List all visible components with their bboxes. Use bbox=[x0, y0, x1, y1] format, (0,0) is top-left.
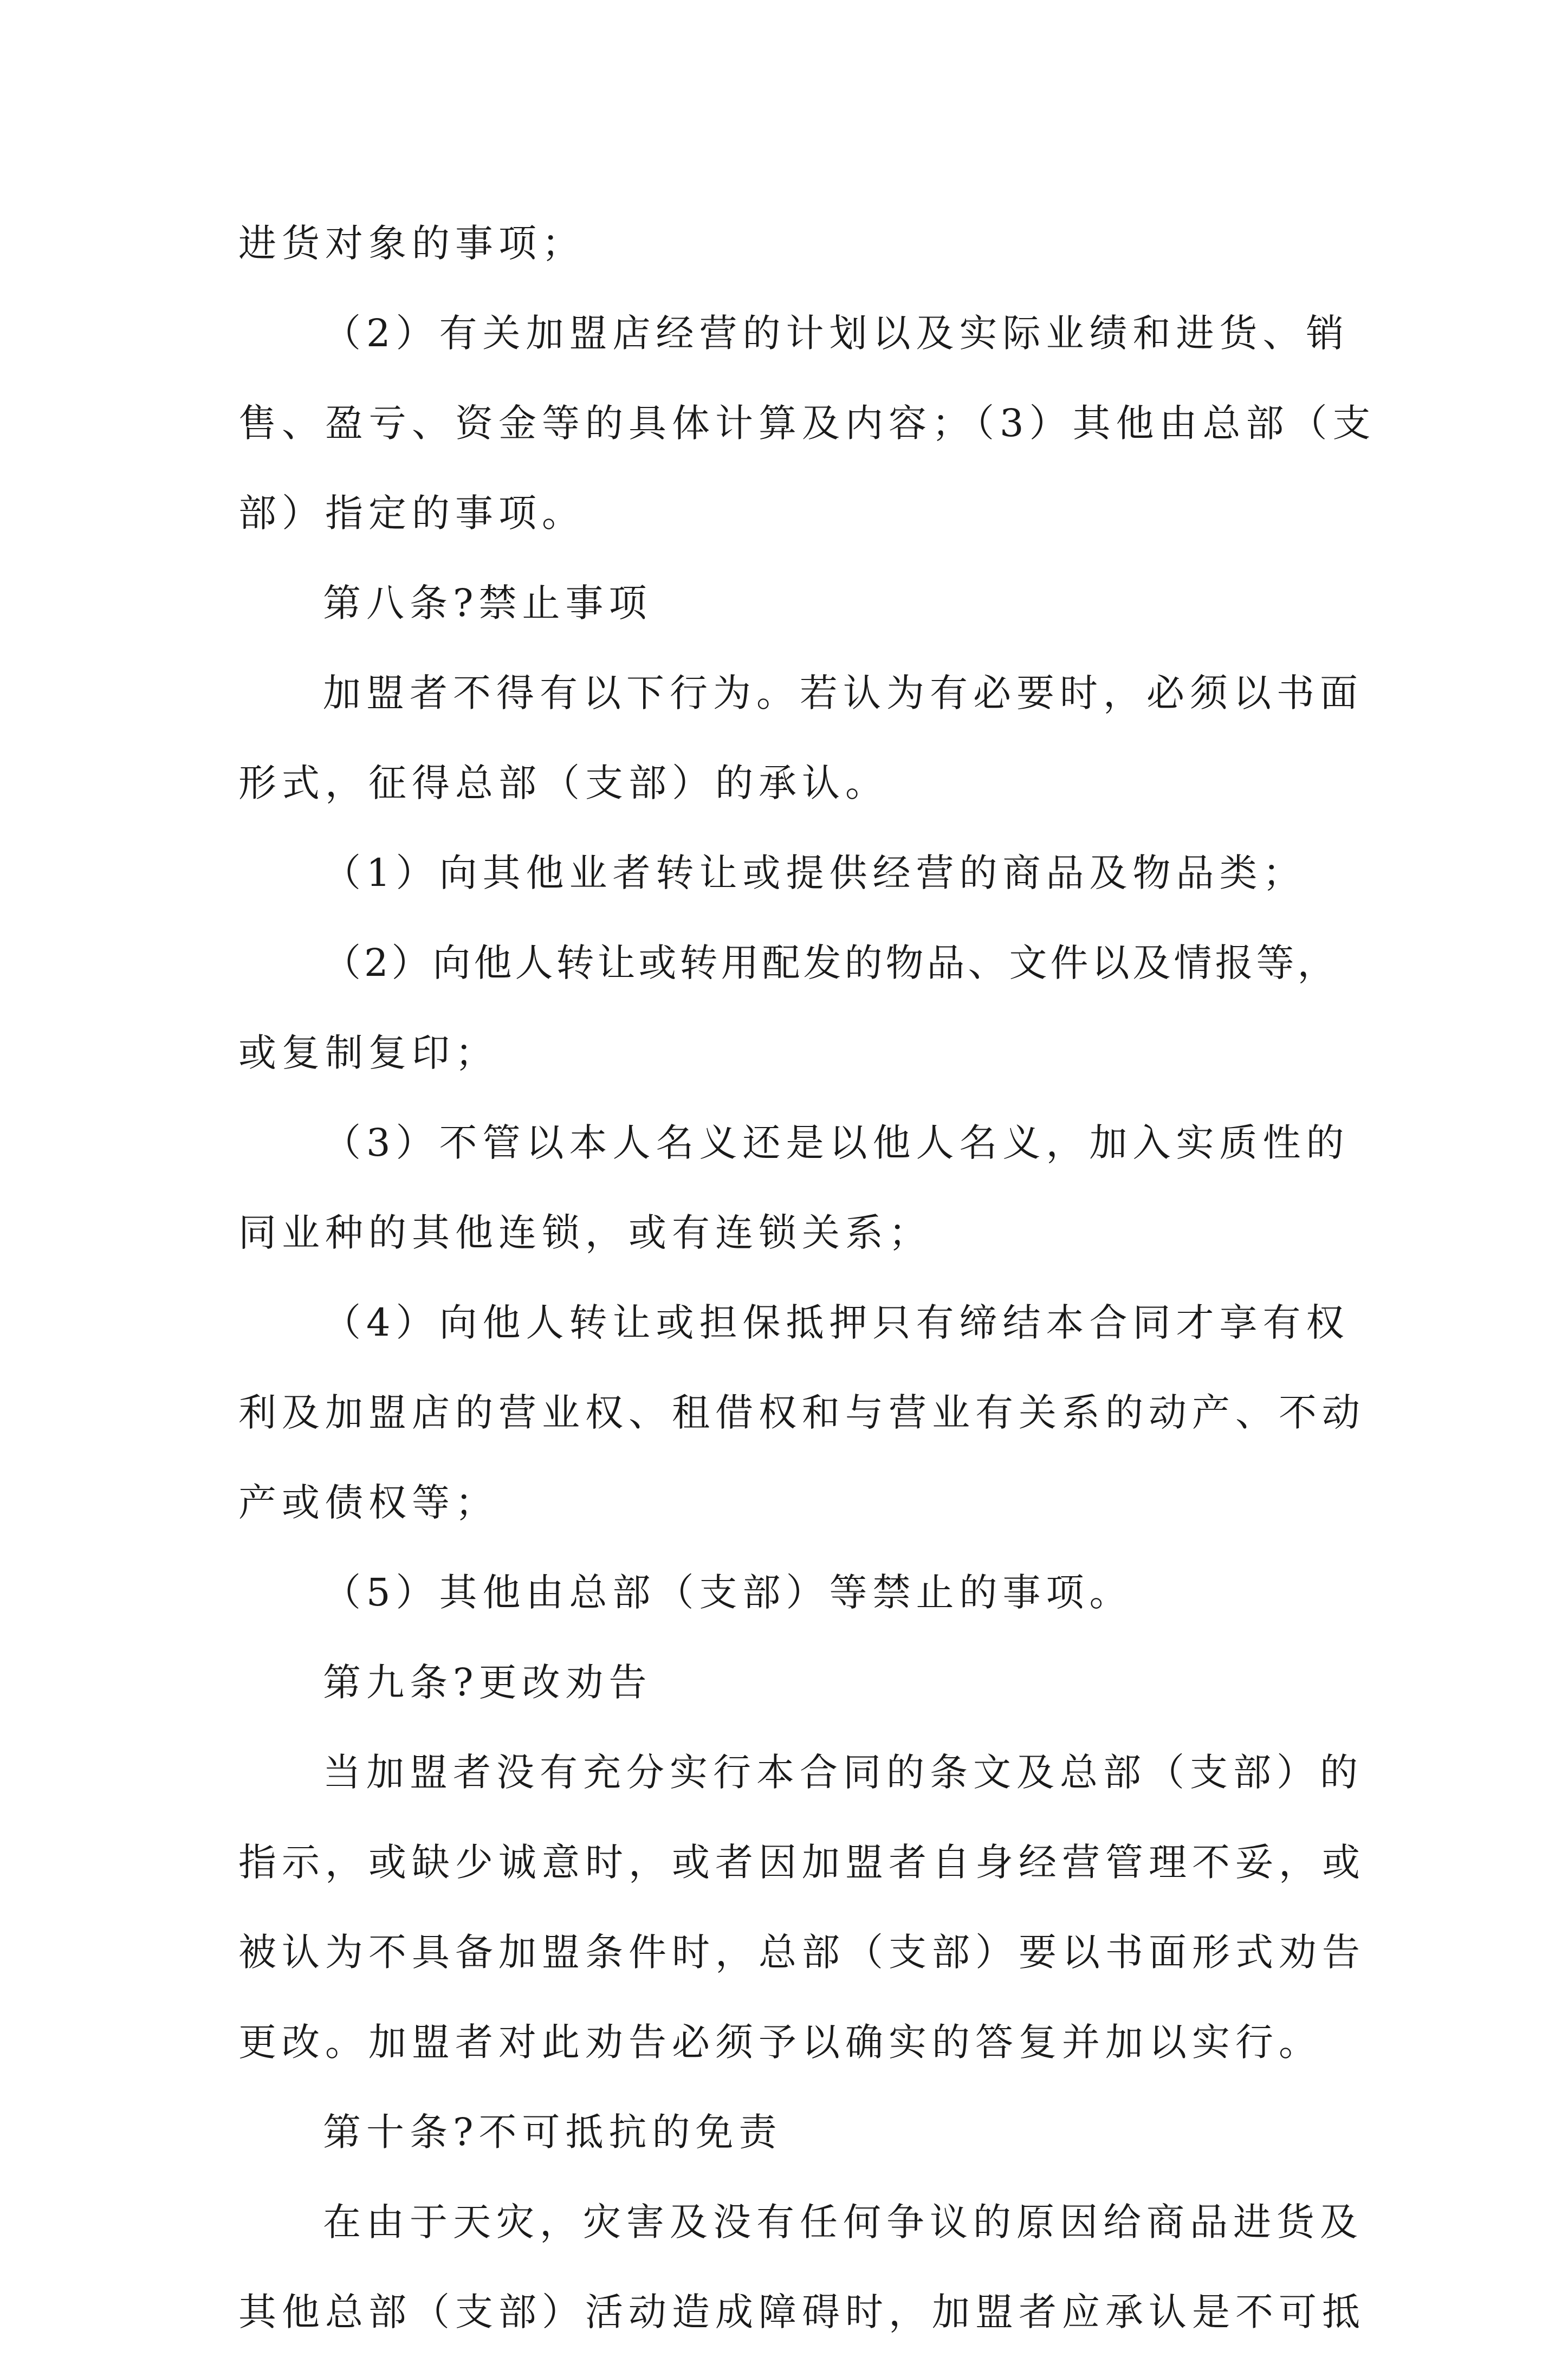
paragraph-line: 当加盟者没有充分实行本合同的条文及总部（支部）的 bbox=[323, 1750, 1363, 1795]
list-item-line: （1）向其他业者转让或提供经营的商品及物品类； bbox=[323, 851, 1306, 895]
paragraph-line: 在由于天灾，灾害及没有任何争议的原因给商品进货及 bbox=[323, 2200, 1363, 2244]
paragraph-line: 加盟者不得有以下行为。若认为有必要时，必须以书面 bbox=[323, 671, 1363, 715]
list-item-line: （2）有关加盟店经营的计划以及实际业绩和进货、销 bbox=[323, 311, 1350, 355]
list-item-line: （4）向他人转让或担保抵押只有缔结本合同才享有权 bbox=[323, 1300, 1350, 1345]
list-item-line: （2）向他人转让或转用配发的物品、文件以及情报等， bbox=[323, 941, 1339, 985]
list-item-line: （5）其他由总部（支部）等禁止的事项。 bbox=[323, 1570, 1133, 1615]
paragraph-line: 形式，征得总部（支部）的承认。 bbox=[238, 761, 889, 805]
paragraph-line: 其他总部（支部）活动造成障碍时，加盟者应承认是不可抵 bbox=[238, 2290, 1365, 2334]
article-heading: 第八条?禁止事项 bbox=[323, 581, 652, 625]
paragraph-line: 指示，或缺少诚意时，或者因加盟者自身经营管理不妥，或 bbox=[238, 1840, 1365, 1885]
paragraph-line: 产或债权等； bbox=[238, 1480, 498, 1525]
article-heading: 第十条?不可抵抗的免责 bbox=[323, 2110, 782, 2154]
paragraph-line: 利及加盟店的营业权、租借权和与营业有关系的动产、不动 bbox=[238, 1390, 1365, 1435]
paragraph-line: 售、盈亏、资金等的具体计算及内容；（3）其他由总部（支 bbox=[238, 401, 1376, 445]
list-item-line: （3）不管以本人名义还是以他人名义，加入实质性的 bbox=[323, 1121, 1350, 1165]
paragraph-line: 被认为不具备加盟条件时，总部（支部）要以书面形式劝告 bbox=[238, 1930, 1365, 1974]
paragraph-line: 进货对象的事项； bbox=[238, 221, 585, 266]
paragraph-line: 或复制复印； bbox=[238, 1031, 498, 1075]
paragraph-line: 部）指定的事项。 bbox=[238, 491, 585, 535]
paragraph-line: 同业种的其他连锁，或有连锁关系； bbox=[238, 1210, 932, 1255]
paragraph-line: 更改。加盟者对此劝告必须予以确实的答复并加以实行。 bbox=[238, 2020, 1322, 2064]
article-heading: 第九条?更改劝告 bbox=[323, 1660, 652, 1705]
document-body bbox=[238, 198, 1376, 2357]
